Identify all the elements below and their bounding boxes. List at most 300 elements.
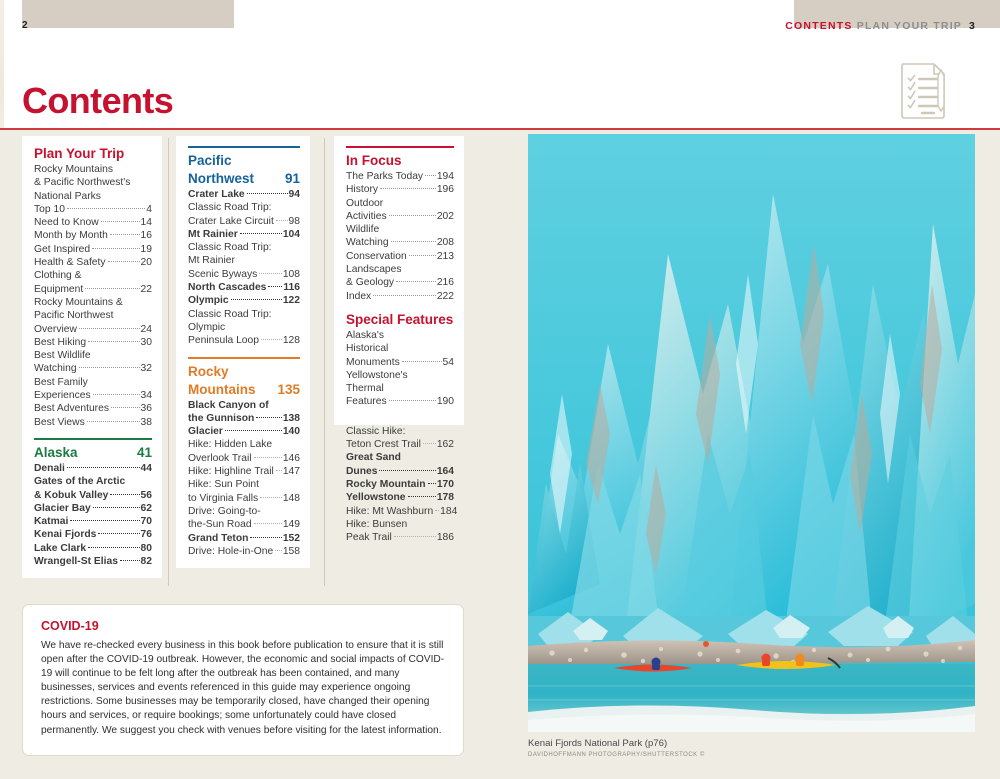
toc-entry[interactable] bbox=[346, 356, 454, 369]
running-head bbox=[785, 20, 976, 32]
toc-entry[interactable] bbox=[346, 425, 454, 438]
section-heading bbox=[34, 146, 152, 161]
toc-entry-label: Wildlife bbox=[346, 224, 380, 236]
column-divider-1 bbox=[168, 138, 169, 586]
toc-entry-label: Classic Road Trip: bbox=[188, 308, 272, 320]
toc-entry-label: Outdoor bbox=[346, 197, 384, 209]
toc-entry[interactable] bbox=[34, 475, 152, 488]
toc-section-in-focus bbox=[346, 146, 454, 303]
toc-entry-label: Need to Know bbox=[34, 217, 99, 229]
toc-entry-label: Monuments bbox=[346, 356, 400, 368]
toc-entry-label: Katmai bbox=[34, 516, 69, 528]
toc-entry-label: Gates of the Arctic bbox=[34, 476, 126, 488]
section-heading-text: Alaska bbox=[34, 444, 78, 460]
toc-entry-page: 116 bbox=[283, 282, 300, 294]
toc-leader-dots bbox=[389, 400, 436, 401]
toc-leader-dots bbox=[92, 248, 139, 249]
toc-section-special-features bbox=[346, 312, 454, 409]
toc-entry[interactable] bbox=[34, 416, 152, 429]
toc-entry[interactable] bbox=[34, 336, 152, 349]
toc-entry-page: 104 bbox=[282, 228, 300, 240]
toc-entry[interactable] bbox=[34, 296, 152, 309]
toc-entry-label: History bbox=[346, 184, 379, 196]
toc-entry-label: Mt Rainier bbox=[188, 255, 235, 267]
toc-entry[interactable] bbox=[34, 216, 152, 229]
toc-entry[interactable] bbox=[346, 451, 454, 464]
toc-entry[interactable] bbox=[188, 465, 300, 478]
toc-entry-label: Conservation bbox=[346, 250, 407, 262]
toc-entry-page: 44 bbox=[140, 462, 152, 474]
toc-entry-label: Best Hiking bbox=[34, 336, 87, 348]
toc-leader-dots bbox=[110, 494, 139, 495]
toc-entry-label: Activities bbox=[346, 210, 387, 222]
toc-entry[interactable] bbox=[188, 294, 300, 307]
toc-leader-dots bbox=[111, 407, 140, 408]
toc-entry[interactable] bbox=[346, 250, 454, 263]
toc-entry-page: 108 bbox=[282, 268, 300, 280]
toc-entry-label: Best Adventures bbox=[34, 403, 109, 415]
toc-entry-page: 4 bbox=[146, 203, 152, 215]
column-two bbox=[176, 136, 310, 568]
toc-leader-dots bbox=[408, 496, 436, 497]
toc-entry[interactable] bbox=[188, 281, 300, 294]
toc-entry[interactable] bbox=[34, 542, 152, 555]
right-page bbox=[500, 130, 1000, 779]
toc-entry[interactable] bbox=[34, 190, 152, 203]
toc-section-pacific-northwest bbox=[188, 146, 300, 348]
folio-left: 2 bbox=[22, 20, 28, 31]
toc-entry-page: 202 bbox=[436, 210, 454, 222]
toc-entry[interactable] bbox=[188, 478, 300, 491]
section-heading-text: Northwest bbox=[188, 171, 255, 186]
toc-entry-page: 82 bbox=[140, 556, 152, 568]
toc-entry-page: 24 bbox=[140, 323, 152, 335]
toc-entry-label: The Parks Today bbox=[346, 171, 424, 182]
toc-leader-dots bbox=[409, 255, 436, 256]
toc-entry-page: 34 bbox=[140, 390, 152, 402]
toc-entry-page: 36 bbox=[140, 403, 152, 415]
photo-caption-text: Kenai Fjords National Park (p76) bbox=[528, 738, 668, 749]
toc-entry-label: & Kobuk Valley bbox=[34, 489, 109, 501]
toc-entry-page: 70 bbox=[140, 516, 152, 528]
toc-entry[interactable] bbox=[346, 505, 458, 518]
toc-leader-dots bbox=[402, 361, 442, 362]
toc-entry-label: Thermal bbox=[346, 383, 384, 395]
toc-entry[interactable] bbox=[34, 163, 152, 176]
toc-leader-dots bbox=[276, 470, 282, 471]
toc-entry[interactable] bbox=[346, 478, 454, 491]
toc-entry-label: Best Family bbox=[34, 376, 88, 388]
toc-entry[interactable] bbox=[346, 329, 454, 342]
toc-entry-label: Rocky Mountains bbox=[34, 164, 113, 175]
toc-entry[interactable] bbox=[188, 241, 300, 254]
toc-entry[interactable] bbox=[34, 309, 152, 322]
toc-entry-page: 54 bbox=[442, 356, 454, 368]
toc-entry-page: 62 bbox=[140, 502, 152, 514]
toc-entry-page: 138 bbox=[282, 412, 300, 424]
toc-entry[interactable] bbox=[346, 276, 454, 289]
toc-entry-page: 122 bbox=[282, 295, 300, 307]
toc-entry[interactable] bbox=[188, 268, 300, 281]
toc-entry-label: Classic Road Trip: bbox=[188, 202, 272, 214]
toc-entry-label: the Gunnison bbox=[188, 412, 255, 424]
toc-entry[interactable] bbox=[188, 254, 300, 267]
toc-entry[interactable] bbox=[34, 376, 152, 389]
toc-entry[interactable] bbox=[188, 505, 300, 518]
toc-leader-dots bbox=[67, 467, 140, 468]
toc-entry-label: Yellowstone bbox=[346, 492, 406, 504]
toc-entry-label: & Geology bbox=[346, 277, 395, 289]
toc-entry-label: the-Sun Road bbox=[188, 519, 252, 531]
covid-body: We have re-checked every business in this book before publication to ensure that it is still open after the COVID-19 outbreak. However, the economic and social impacts of COVID-19 will continue to be felt long after the outbreak has been contained, and many businesses, services and events referenced in this guide may experience ongoing restrictions. Some businesses may be temporarily closed, have changed their opening hours and services, or require bookings; some unfortunately could have closed permanently. We suggest you check with venues before visiting for the latest information. bbox=[41, 640, 445, 736]
toc-entry[interactable] bbox=[346, 491, 454, 504]
toc-entry[interactable] bbox=[34, 502, 152, 515]
toc-entry[interactable] bbox=[346, 369, 454, 382]
toc-entry-label: Black Canyon of bbox=[188, 399, 269, 411]
running-head-keyword: CONTENTS bbox=[785, 20, 853, 32]
toc-entry[interactable] bbox=[188, 412, 300, 425]
toc-entry[interactable] bbox=[188, 321, 300, 334]
toc-entry-page: 80 bbox=[140, 542, 152, 554]
toc-entry-page: 147 bbox=[282, 466, 300, 478]
toc-entry-label: Hike: Highline Trail bbox=[188, 466, 274, 478]
toc-entry-label: Hike: Hidden Lake bbox=[188, 439, 273, 451]
toc-leader-dots bbox=[250, 537, 281, 538]
toc-entry-page: 148 bbox=[282, 492, 300, 504]
toc-entry-label: Olympic bbox=[188, 295, 229, 307]
toc-entry-label: Month by Month bbox=[34, 230, 108, 242]
toc-entry[interactable] bbox=[34, 256, 152, 269]
toc-entry[interactable] bbox=[34, 229, 152, 242]
toc-entry[interactable] bbox=[34, 362, 152, 375]
section-heading bbox=[346, 312, 454, 327]
toc-entry-page: 16 bbox=[140, 230, 152, 242]
toc-entry-label: Health & Safety bbox=[34, 257, 106, 269]
toc-entry[interactable] bbox=[188, 334, 300, 347]
toc-entry-label: Peak Trail bbox=[346, 532, 392, 544]
toc-entry-label: Dunes bbox=[346, 465, 378, 477]
toc-list bbox=[34, 163, 152, 429]
toc-leader-dots bbox=[240, 233, 282, 234]
covid-heading: COVID-19 bbox=[41, 619, 99, 633]
toc-entry[interactable] bbox=[188, 425, 300, 438]
toc-entry-label: & Pacific Northwest's bbox=[34, 177, 131, 189]
toc-entry-label: Olympic bbox=[188, 321, 226, 333]
toc-leader-dots bbox=[259, 273, 282, 274]
toc-entry-label: Glacier Bay bbox=[34, 502, 91, 514]
toc-entry[interactable] bbox=[188, 308, 300, 321]
toc-leader-dots bbox=[380, 188, 436, 189]
toc-section-rocky-mountains-cont bbox=[334, 425, 464, 545]
toc-leader-dots bbox=[260, 497, 282, 498]
toc-entry-page: 186 bbox=[436, 532, 454, 544]
toc-leader-dots bbox=[87, 421, 140, 422]
section-heading-page: 91 bbox=[284, 171, 300, 186]
toc-entry-label: Kenai Fjords bbox=[34, 529, 97, 541]
section-heading bbox=[34, 445, 152, 460]
section-heading-text: Plan Your Trip bbox=[34, 146, 125, 161]
toc-entry-label: Glacier bbox=[188, 426, 223, 438]
toc-list bbox=[34, 462, 152, 568]
toc-list bbox=[346, 425, 458, 545]
toc-entry[interactable] bbox=[188, 188, 300, 201]
toc-entry[interactable] bbox=[346, 170, 454, 183]
toc-leader-dots bbox=[389, 215, 436, 216]
toc-list bbox=[188, 399, 300, 559]
top-banner-left bbox=[22, 0, 234, 28]
toc-entry-label: Rocky Mountains & bbox=[34, 296, 123, 308]
column-two-inner bbox=[176, 136, 310, 568]
toc-entry-page: 94 bbox=[288, 189, 300, 200]
toc-entry-label: Hike: Sun Point bbox=[188, 479, 259, 491]
toc-leader-dots bbox=[373, 295, 436, 296]
left-page bbox=[4, 130, 500, 779]
toc-entry-page: 190 bbox=[436, 396, 454, 408]
column-one-inner bbox=[22, 136, 162, 578]
glacier-photo bbox=[528, 134, 975, 732]
toc-entry[interactable] bbox=[346, 518, 454, 531]
toc-entry[interactable] bbox=[34, 555, 152, 568]
toc-list bbox=[346, 329, 454, 409]
toc-entry-label: Yellowstone's bbox=[346, 369, 408, 381]
toc-leader-dots bbox=[67, 208, 145, 209]
toc-leader-dots bbox=[85, 288, 139, 289]
toc-entry-page: 19 bbox=[140, 243, 152, 255]
section-heading-line1: Rocky bbox=[188, 363, 229, 379]
toc-leader-dots bbox=[101, 221, 140, 222]
toc-entry[interactable] bbox=[188, 518, 300, 531]
photo-credit: DAVIDHOFFMANN PHOTOGRAPHY/SHUTTERSTOCK © bbox=[528, 752, 705, 758]
toc-entry-label: Clothing & bbox=[34, 270, 82, 282]
toc-entry-label: Watching bbox=[34, 363, 77, 375]
toc-entry-page: 222 bbox=[436, 290, 454, 302]
toc-entry[interactable] bbox=[188, 228, 300, 241]
toc-leader-dots bbox=[396, 281, 436, 282]
toc-entry[interactable] bbox=[346, 223, 454, 236]
section-rule bbox=[188, 357, 300, 359]
toc-entry[interactable] bbox=[346, 438, 454, 451]
toc-leader-dots bbox=[110, 234, 140, 235]
toc-entry[interactable] bbox=[34, 243, 152, 256]
toc-entry-page: 32 bbox=[140, 363, 152, 375]
toc-entry-label: Classic Road Trip: bbox=[188, 242, 272, 254]
toc-entry-page: 56 bbox=[140, 489, 152, 501]
toc-leader-dots bbox=[394, 536, 436, 537]
toc-entry-label: Rocky Mountain bbox=[346, 478, 426, 490]
toc-leader-dots bbox=[268, 286, 282, 287]
toc-leader-dots bbox=[391, 241, 436, 242]
toc-leader-dots bbox=[88, 547, 139, 548]
toc-entry-label: Alaska's bbox=[346, 329, 385, 341]
toc-leader-dots bbox=[79, 367, 140, 368]
toc-leader-dots bbox=[88, 341, 139, 342]
toc-entry-page: 162 bbox=[436, 439, 454, 451]
section-heading bbox=[346, 153, 454, 168]
toc-entry-page: 170 bbox=[436, 478, 454, 490]
section-heading-text: Special Features bbox=[346, 311, 454, 327]
toc-entry[interactable] bbox=[346, 395, 454, 408]
toc-entry[interactable] bbox=[34, 489, 152, 502]
toc-entry[interactable] bbox=[34, 323, 152, 336]
toc-entry[interactable] bbox=[188, 492, 300, 505]
checklist-icon bbox=[898, 62, 950, 125]
toc-entry-label: Drive: Going-to- bbox=[188, 505, 261, 517]
toc-entry-page: 216 bbox=[436, 277, 454, 289]
toc-entry-label: Best Wildlife bbox=[34, 350, 91, 362]
toc-entry[interactable] bbox=[34, 389, 152, 402]
toc-leader-dots bbox=[93, 507, 140, 508]
page-body bbox=[0, 130, 1000, 779]
toc-entry[interactable] bbox=[34, 176, 152, 189]
toc-leader-dots bbox=[261, 339, 282, 340]
toc-entry-label: Top 10 bbox=[34, 203, 65, 215]
section-heading-text: Mountains bbox=[188, 381, 256, 397]
toc-entry-label: Hike: Mt Washburn bbox=[346, 505, 434, 517]
toc-section-rocky-mountains bbox=[188, 357, 300, 559]
toc-entry-page: 158 bbox=[282, 545, 300, 557]
toc-entry[interactable] bbox=[188, 201, 300, 214]
section-rule bbox=[34, 438, 152, 440]
toc-entry-page: 178 bbox=[436, 492, 454, 504]
toc-list bbox=[188, 188, 300, 348]
toc-entry-page: 152 bbox=[282, 532, 300, 544]
section-gap bbox=[346, 409, 454, 425]
toc-leader-dots bbox=[254, 523, 282, 524]
toc-entry[interactable] bbox=[346, 290, 454, 303]
column-three-inner bbox=[334, 136, 464, 544]
toc-entry[interactable] bbox=[346, 382, 454, 395]
toc-leader-dots bbox=[70, 520, 139, 521]
toc-entry[interactable] bbox=[346, 236, 454, 249]
section-heading-page: 41 bbox=[136, 444, 152, 460]
toc-leader-dots bbox=[379, 470, 435, 471]
toc-entry[interactable] bbox=[34, 203, 152, 216]
toc-leader-dots bbox=[423, 443, 436, 444]
toc-entry[interactable] bbox=[34, 349, 152, 362]
covid-notice-box bbox=[22, 604, 464, 756]
toc-entry-label: Mt Rainier bbox=[188, 228, 238, 240]
toc-leader-dots bbox=[98, 533, 139, 534]
toc-leader-dots bbox=[108, 261, 140, 262]
toc-entry-label: Peninsula Loop bbox=[188, 335, 259, 347]
section-rule bbox=[346, 146, 454, 148]
toc-entry-label: Denali bbox=[34, 462, 65, 474]
toc-entry-label: Crater Lake bbox=[188, 189, 245, 200]
toc-entry-label: to Virginia Falls bbox=[188, 492, 259, 504]
toc-entry-page: 146 bbox=[282, 452, 300, 464]
toc-entry[interactable] bbox=[188, 438, 300, 451]
toc-entry-page: 22 bbox=[140, 283, 152, 295]
toc-entry[interactable] bbox=[34, 462, 152, 475]
toc-entry-page: 208 bbox=[436, 237, 454, 249]
toc-leader-dots bbox=[275, 550, 282, 551]
toc-entry[interactable] bbox=[346, 342, 454, 355]
toc-entry-label: Overlook Trail bbox=[188, 452, 252, 464]
toc-entry-label: Best Views bbox=[34, 416, 85, 428]
toc-entry[interactable] bbox=[346, 263, 454, 276]
toc-entry-label: Historical bbox=[346, 343, 389, 355]
toc-entry-label: North Cascades bbox=[188, 282, 267, 294]
toc-leader-dots bbox=[247, 193, 288, 194]
toc-entry-label: Equipment bbox=[34, 283, 84, 295]
toc-entry-label: Teton Crest Trail bbox=[346, 439, 421, 451]
toc-entry[interactable] bbox=[34, 283, 152, 296]
toc-entry-label: Crater Lake Circuit bbox=[188, 215, 274, 227]
toc-entry-label: Features bbox=[346, 396, 387, 408]
toc-entry-label: Get Inspired bbox=[34, 243, 91, 255]
toc-entry[interactable] bbox=[188, 452, 300, 465]
running-head-section: PLAN YOUR TRIP bbox=[856, 20, 962, 32]
section-gap bbox=[188, 348, 300, 357]
toc-entry-page: 128 bbox=[282, 335, 300, 347]
toc-entry-page: 140 bbox=[282, 426, 300, 438]
toc-entry-page: 76 bbox=[140, 529, 152, 541]
toc-entry-label: Landscapes bbox=[346, 264, 402, 276]
toc-entry[interactable] bbox=[188, 399, 300, 412]
toc-entry-page: 149 bbox=[282, 519, 300, 531]
toc-entry-page: 14 bbox=[140, 217, 152, 229]
toc-entry[interactable] bbox=[188, 545, 300, 558]
toc-entry-page: 194 bbox=[436, 171, 454, 182]
folio-right: 3 bbox=[968, 20, 976, 32]
toc-entry[interactable] bbox=[34, 269, 152, 282]
toc-entry-label: Overview bbox=[34, 323, 77, 335]
page-title: Contents bbox=[22, 80, 174, 121]
toc-entry-label: Drive: Hole-in-One bbox=[188, 545, 274, 557]
column-three bbox=[334, 136, 464, 544]
toc-entry-label: Watching bbox=[346, 237, 389, 249]
toc-entry-label: Great Sand bbox=[346, 452, 401, 464]
toc-entry-page: 38 bbox=[140, 416, 152, 428]
toc-entry[interactable] bbox=[346, 210, 454, 223]
toc-entry-page: 196 bbox=[436, 184, 454, 196]
toc-leader-dots bbox=[256, 417, 281, 418]
toc-entry[interactable] bbox=[346, 465, 454, 478]
toc-entry-label: Grand Teton bbox=[188, 532, 249, 544]
photo-caption bbox=[528, 738, 975, 758]
toc-entry[interactable] bbox=[188, 532, 300, 545]
toc-entry-label: Pacific Northwest bbox=[34, 310, 114, 322]
toc-leader-dots bbox=[231, 299, 282, 300]
toc-leader-dots bbox=[93, 394, 140, 395]
toc-section-plan-your-trip bbox=[34, 146, 152, 429]
toc-entry[interactable] bbox=[346, 183, 454, 196]
toc-entry-page: 213 bbox=[436, 250, 454, 262]
toc-leader-dots bbox=[428, 483, 436, 484]
toc-leader-dots bbox=[276, 220, 288, 221]
section-rule bbox=[188, 146, 300, 148]
toc-entry[interactable] bbox=[34, 515, 152, 528]
toc-entry-label: Classic Hike: bbox=[346, 425, 406, 437]
section-gap bbox=[34, 429, 152, 438]
toc-entry-page: 184 bbox=[440, 505, 458, 517]
toc-leader-dots bbox=[79, 328, 140, 329]
toc-section-alaska bbox=[34, 438, 152, 568]
toc-entry[interactable] bbox=[188, 215, 300, 228]
toc-entry-label: Experiences bbox=[34, 390, 91, 402]
toc-entry[interactable] bbox=[34, 402, 152, 415]
section-heading-line1: Pacific bbox=[188, 153, 232, 168]
toc-entry[interactable] bbox=[34, 528, 152, 541]
toc-entry-page: 20 bbox=[140, 257, 152, 269]
toc-entry-label: Lake Clark bbox=[34, 542, 87, 554]
toc-leader-dots bbox=[225, 430, 282, 431]
toc-leader-dots bbox=[425, 175, 436, 176]
toc-leader-dots bbox=[435, 510, 439, 511]
toc-entry[interactable] bbox=[346, 531, 454, 544]
toc-entry[interactable] bbox=[346, 197, 454, 210]
section-gap bbox=[346, 303, 454, 312]
